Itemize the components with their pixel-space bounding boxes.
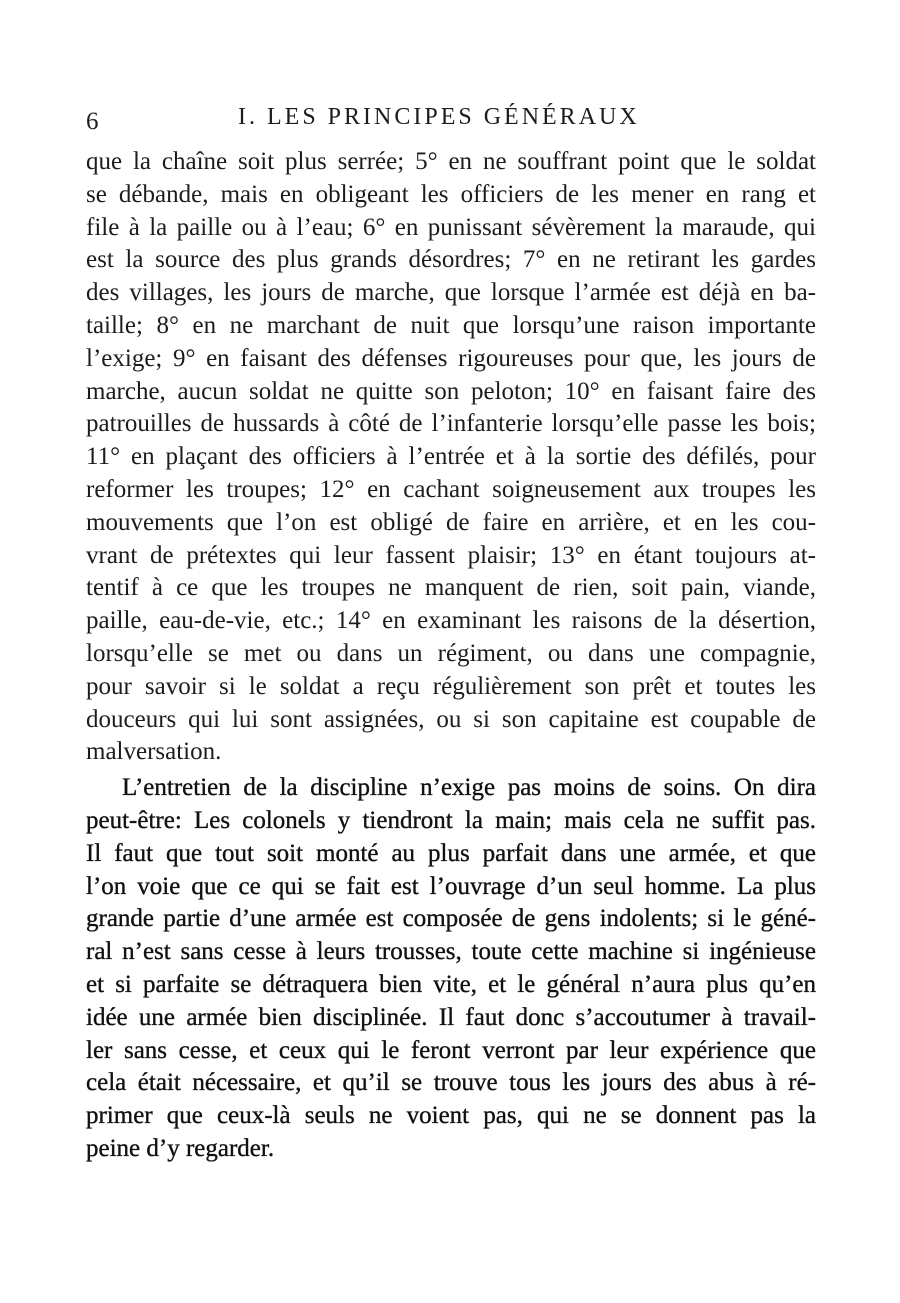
text-line: mouvements que l’on est obligé de faire en arrière, et en les cou-	[86, 508, 816, 536]
text-line: ler sans cesse, et ceux qui le feront verront par leur expérience que	[86, 1036, 816, 1064]
running-head	[86, 104, 816, 144]
text-line: l’exige; 9° en faisant des défenses rigoureuses pour que, les jours de	[86, 344, 816, 372]
text-line: vrant de prétextes qui leur fassent plaisir; 13° en étant toujours at-	[86, 541, 816, 569]
text-line: L’entretien de la discipline n’exige pas moins de soins. On dira	[122, 774, 816, 802]
chapter-title: I. LES PRINCIPES GÉNÉRAUX	[238, 104, 640, 130]
text-line: malversation.	[86, 738, 222, 766]
text-line: primer que ceux-là seuls ne voient pas, qui ne se donnent pas la	[86, 1102, 816, 1130]
text-line: Il faut que tout soit monté au plus parfait dans une armée, et que	[86, 839, 816, 867]
page-number: 6	[86, 108, 99, 135]
text-line: 11° en plaçant des officiers à l’entrée et à la sortie des défilés, pour	[86, 443, 816, 471]
text-line: taille; 8° en ne marchant de nuit que lorsqu’une raison importante	[86, 311, 816, 339]
text-line: file à la paille ou à l’eau; 6° en punissant sévèrement la maraude, qui	[86, 213, 816, 241]
text-line: que la chaîne soit plus serrée; 5° en ne souffrant point que le soldat	[86, 148, 816, 175]
text-line: peut-être: Les colonels y tiendront la main; mais cela ne suffit pas.	[86, 806, 816, 834]
text-line: l’on voie que ce qui se fait est l’ouvrage d’un seul homme. La plus	[86, 872, 816, 900]
text-line: est la source des plus grands désordres; 7° en ne retirant les gardes	[86, 246, 816, 274]
text-line: idée une armée bien disciplinée. Il faut donc s’accoutumer à travail-	[86, 1003, 816, 1031]
text-line: peine d’y regarder.	[86, 1134, 275, 1162]
text-line: paille, eau-de-vie, etc.; 14° en examinant les raisons de la désertion,	[86, 607, 816, 635]
text-line: marche, aucun soldat ne quitte son peloton; 10° en faisant faire des	[86, 377, 816, 405]
text-line: cela était nécessaire, et qu’il se trouve tous les jours des abus à ré-	[86, 1069, 816, 1097]
text-line: douceurs qui lui sont assignées, ou si son capitaine est coupable de	[86, 705, 816, 733]
text-line: pour savoir si le soldat a reçu régulièrement son prêt et toutes les	[86, 672, 816, 700]
text-line: se débande, mais en obligeant les officiers de les mener en rang et	[86, 180, 816, 208]
text-line: ral n’est sans cesse à leurs trousses, toute cette machine si ingénieuse	[86, 938, 816, 966]
text-line: et si parfaite se détraquera bien vite, et le général n’aura plus qu’en	[86, 970, 816, 998]
text-line: lorsqu’elle se met ou dans un régiment, ou dans une compagnie,	[86, 639, 816, 667]
text-line: tentif à ce que les troupes ne manquent de rien, soit pain, viande,	[86, 574, 816, 602]
text-line: grande partie d’une armée est composée de gens indolents; si le géné-	[86, 905, 816, 933]
text-line: des villages, les jours de marche, que lorsque l’armée est déjà en ba-	[86, 279, 816, 307]
body-text	[86, 146, 816, 1166]
text-line: reformer les troupes; 12° en cachant soigneusement aux troupes les	[86, 475, 816, 503]
text-line: patrouilles de hussards à côté de l’infanterie lorsqu’elle passe les bois;	[86, 410, 816, 438]
paragraph-1	[86, 146, 816, 769]
paragraph-2	[86, 772, 816, 1166]
